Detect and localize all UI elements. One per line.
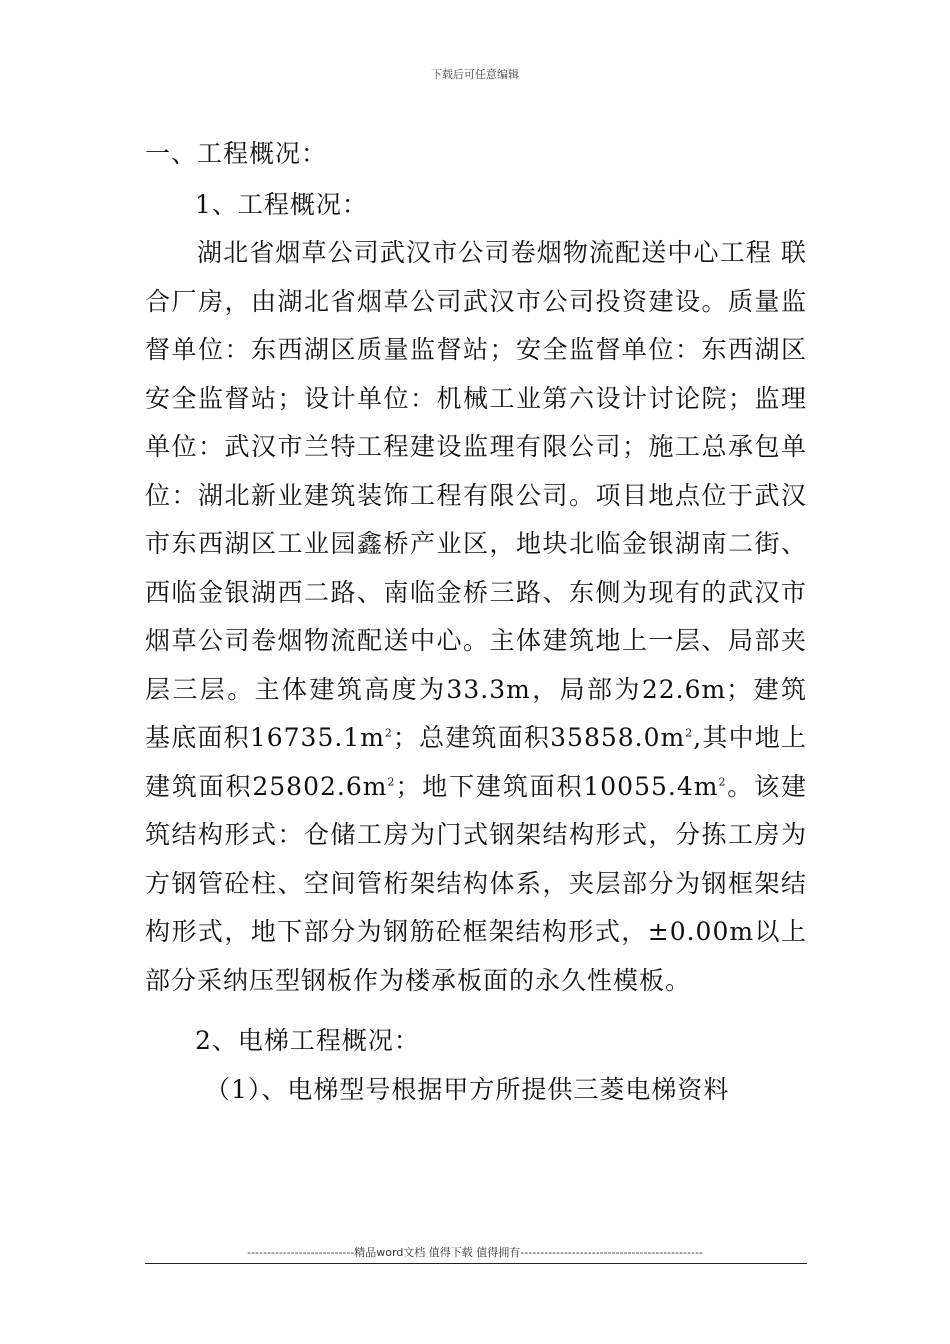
- footer-divider: [145, 1263, 807, 1264]
- paragraph-text: 湖北省烟草公司武汉市公司卷烟物流配送中心工程 联合厂房，由湖北省烟草公司武汉市公司投资建设。质量监督单位：东西湖区质量监督站；安全监督单位：东西湖区安全监督站；设计单位：机械工业第六设计讨论院；监理单位：武汉市兰特工程建设监理有限公司；施工总承包单位：湖北新业建筑装饰工程有限公司。项目地点位于武汉市东西湖区工业园鑫桥产业区，地块北临金银湖南二街、西临金银湖西二路、南临金桥三路、东侧为现有的武汉市烟草公司卷烟物流配送中心。主体建筑地上一层、局部夹层三层。主体建筑高度为33.3m，局部为22.6m；建筑基底面积16735.1m: [145, 238, 807, 752]
- page-header-note: 下载后可任意编辑: [431, 68, 519, 81]
- document-body: [145, 130, 807, 1114]
- subsection-heading-project-overview: 1、工程概况：: [195, 189, 368, 219]
- superscript: 2: [387, 775, 396, 789]
- superscript: 2: [384, 726, 393, 740]
- superscript: 2: [685, 726, 694, 740]
- paragraph-text: ,其中地上建筑面积25802.6m: [145, 723, 807, 801]
- paragraph-text: ；地下建筑面积10055.4m: [395, 771, 719, 801]
- subsection-heading-elevator: 2、电梯工程概况：: [195, 1026, 420, 1055]
- superscript: 2: [718, 775, 727, 789]
- section-heading: 一、工程概况：: [145, 139, 328, 168]
- project-overview-paragraph: [145, 229, 807, 1005]
- paragraph-text: ；总建筑面积35858.0m: [392, 723, 686, 752]
- list-item-elevator-model: （1）、电梯型号根据甲方所提供三菱电梯资料: [205, 1074, 730, 1104]
- footer-note: ---------------------------精品word文档 值得下载 值得拥有----------------------------------------------: [247, 1246, 703, 1259]
- paragraph-text: 。该建筑结构形式：仓储工房为门式钢架结构形式，分拣工房为方钢管砼柱、空间管桁架结构体系，夹层部分为钢框架结构形式，地下部分为钢筋砼框架结构形式，±0.00m以上部分采纳压型钢板作为楼承板面的永久性模板。: [145, 771, 807, 995]
